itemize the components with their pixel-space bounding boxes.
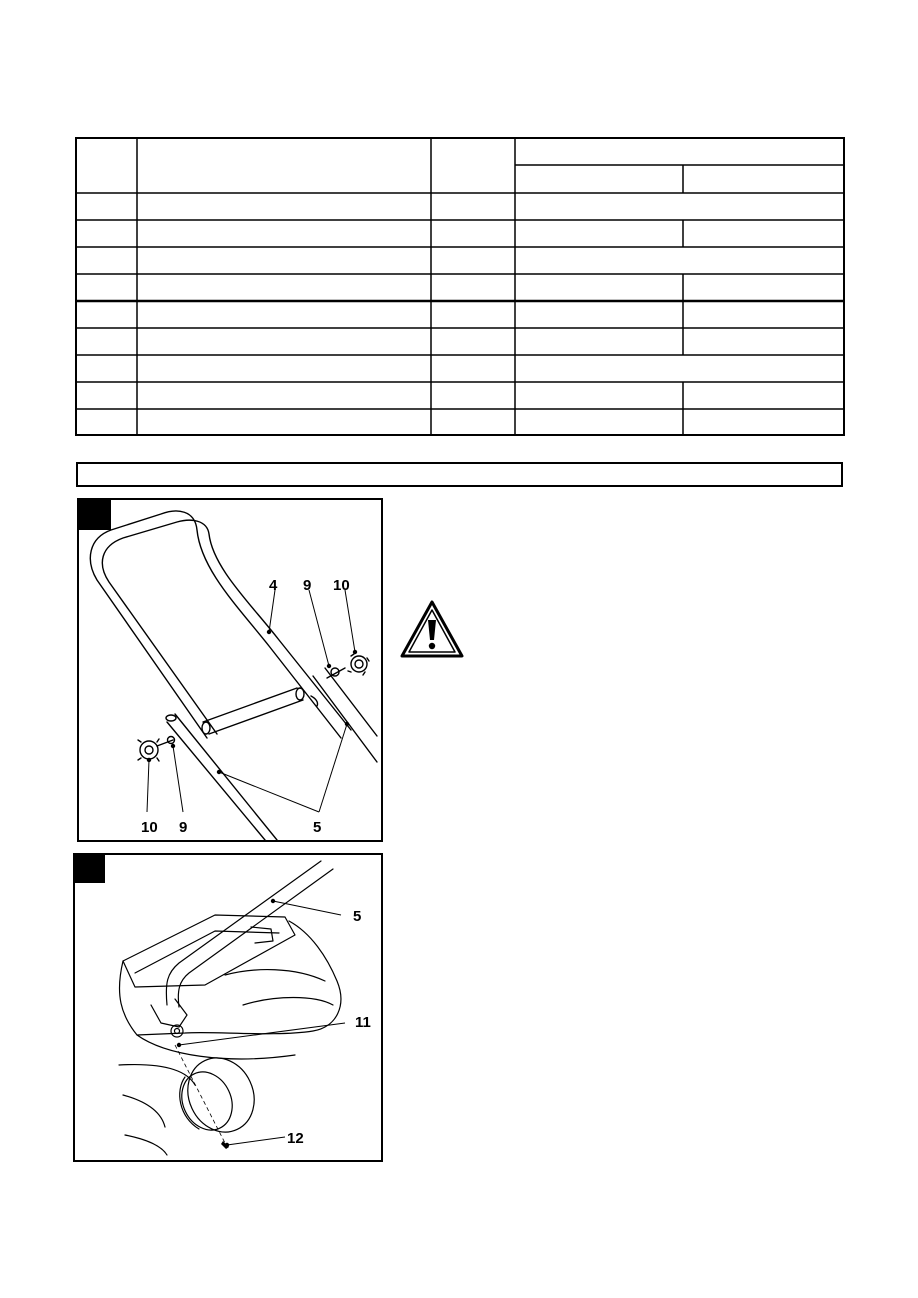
callout-5: 5 bbox=[353, 908, 362, 925]
warning-triangle-icon bbox=[398, 598, 466, 660]
callout-12: 12 bbox=[287, 1130, 304, 1147]
figure-number-tag bbox=[75, 855, 105, 883]
figure-number-tag bbox=[79, 500, 111, 530]
callout-9-left: 9 bbox=[179, 819, 188, 836]
figure-handle-assembly bbox=[77, 498, 383, 842]
callout-4: 4 bbox=[269, 577, 278, 594]
callout-11: 11 bbox=[355, 1014, 371, 1031]
callout-5: 5 bbox=[313, 819, 322, 836]
spec-table bbox=[75, 137, 845, 436]
callout-9-right: 9 bbox=[303, 577, 312, 594]
callout-10-right: 10 bbox=[333, 577, 350, 594]
section-heading-bar bbox=[76, 462, 843, 487]
figure-handle-mounting bbox=[73, 853, 383, 1162]
mower-drawing bbox=[75, 855, 381, 1160]
callout-10-left: 10 bbox=[141, 819, 158, 836]
handle-drawing bbox=[79, 500, 381, 840]
